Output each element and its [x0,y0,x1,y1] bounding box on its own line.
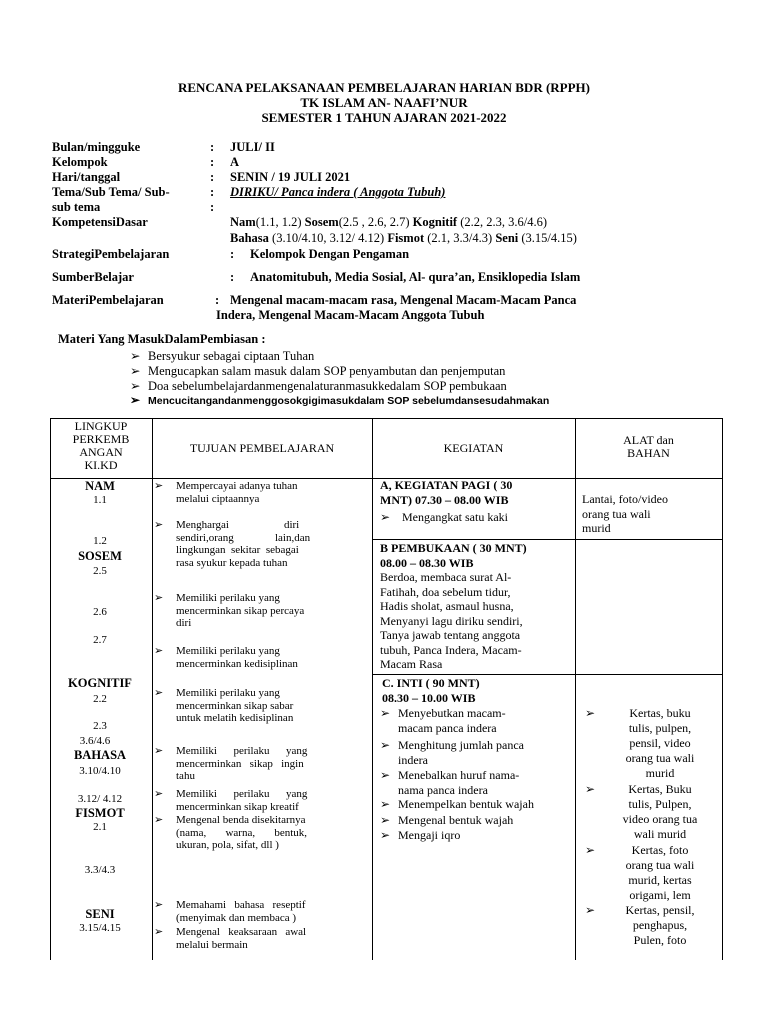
table-border [50,418,723,419]
hari-label: Hari/tanggal [52,170,121,184]
tujuan-item [154,926,364,951]
arrow-bullet-icon: ➢ [154,645,164,657]
table-border [152,418,153,960]
kegiatan-text: Hadis sholat, asmaul husna, [380,599,514,613]
colon: : [215,293,220,307]
table-border [372,539,723,540]
kegiatan-pagi [380,478,600,507]
tujuan-text: Memiliki perilaku yang [176,592,280,604]
materi-label: MateriPembelajaran [52,293,164,307]
alat-text: murid [645,766,675,780]
kelompok-value: A [230,155,240,169]
kegiatan-heading: MNT) 07.30 – 08.00 WIB [380,492,509,507]
pembiasaan-text: Doa sebelumbelajardanmengenalaturanmasukkedalam SOP pembukaan [148,379,507,393]
alat-item [585,706,715,781]
header-text: ALAT dan [623,433,674,447]
tujuan-item [154,645,364,670]
hari-value: SENIN / 19 JULI 2021 [230,170,351,184]
strategi-value: Kelompok Dengan Pengaman [250,247,410,261]
arrow-bullet-icon: ➢ [154,687,164,699]
kd-fismot-heading [50,806,150,821]
arrow-bullet-icon: ➢ [585,843,596,857]
kegiatan-item [380,706,602,735]
kd-seni: Seni [492,231,519,245]
arrow-bullet-icon: ➢ [585,706,596,720]
arrow-bullet-icon: ➢ [130,393,141,407]
kd-heading-text: NAM [85,479,115,493]
arrow-bullet-icon: ➢ [380,738,391,752]
pembiasaan-text: Bersyukur sebagai ciptaan Tuhan [148,349,315,363]
tujuan-text: melalui ciptaannya [176,492,260,505]
arrow-bullet-icon: ➢ [380,706,391,720]
kegiatan-heading: B PEMBUKAAN ( 30 MNT) [380,541,527,555]
kegiatan-pembukaan [380,541,600,672]
alat-text: Kertas, pensil, [625,903,695,917]
tujuan-text: lingkungan sekitar sebagai [176,544,299,556]
doc-title-line2: TK ISLAM AN- NAAFI’NUR [300,95,468,110]
alat-item [585,782,715,842]
kd-kognitif-value: (2.2, 2.3, 3.6/4.6) [457,215,548,229]
tujuan-text: tahu [176,770,195,782]
materi-value-2: Indera, Mengenal Macam-Macam Anggota Tubuh [216,308,485,322]
alat-text: Kertas, buku [629,706,691,720]
arrow-bullet-icon: ➢ [154,480,164,492]
tujuan-text: Menghargai diri [176,519,300,531]
header-text: LINGKUP [74,419,128,433]
kegiatan-text: Menghitung jumlah panca [398,738,524,752]
alat-item [585,843,715,903]
tujuan-text: untuk melatih kedisiplinan [176,712,294,724]
kegiatan-text: Menempelkan bentuk wajah [398,797,534,811]
kompetensi-line2 [230,231,577,246]
tujuan-text: Memahami bahasa reseptif [176,899,306,911]
kd-code: 3.12/ 4.12 [77,793,123,805]
arrow-bullet-icon: ➢ [154,592,164,604]
arrow-bullet-icon: ➢ [154,788,164,800]
alat-text: murid, kertas [628,873,692,887]
strategi-label: StrategiPembelajaran [52,247,170,261]
kd-bahasa: Bahasa [230,231,269,245]
arrow-bullet-icon: ➢ [585,903,596,917]
tujuan-text: Memiliki perilaku yang [176,745,308,757]
rpph-table [50,418,723,960]
kegiatan-item [380,738,602,767]
alat-text: orang tua wali [625,751,695,765]
kegiatan-text: tubuh, Panca Indera, Macam- [380,642,522,657]
arrow-bullet-icon: ➢ [380,828,391,842]
tujuan-text: Memiliki perilaku yang [176,645,280,657]
kelompok-label: Kelompok [52,155,108,169]
table-border [722,418,723,960]
tujuan-text: mencerminkan sikap kreatif [176,800,299,813]
tujuan-item [154,788,364,813]
kd-nam-value: (1.1, 1.2) [255,215,302,229]
arrow-bullet-icon: ➢ [154,745,164,757]
table-border [372,418,373,960]
tujuan-text: Mempercayai adanya tuhan [176,480,298,492]
tujuan-item [154,592,364,630]
pembiasaan-text: Mengucapkan salam masuk dalam SOP penyambutan dan penjemputan [148,364,506,378]
kd-sosem-value: (2.5 , 2.6, 2.7) [338,215,410,229]
tujuan-text: melalui bermain [176,938,248,951]
kd-code: 3.3/4.3 [84,864,116,876]
kd-code: 1.2 [93,535,107,547]
bulan-value: JULI/ II [230,140,275,154]
kegiatan-text: Mengenal bentuk wajah [398,813,514,827]
kegiatan-text: macam panca indera [398,720,497,735]
arrow-bullet-icon: ➢ [380,797,391,811]
colon: : [230,270,235,284]
kd-heading-text: BAHASA [73,748,127,762]
tujuan-item [154,519,364,569]
kegiatan-text: Mengangkat satu kaki [402,510,508,524]
header-text: ANGAN [79,445,123,459]
arrow-bullet-icon: ➢ [380,510,391,524]
kegiatan-inti [382,676,602,705]
kegiatan-heading: A, KEGIATAN PAGI ( 30 [380,478,513,492]
colon: : [210,140,215,154]
sumber-value: Anatomitubuh, Media Sosial, Al- qura’an, Ensiklopedia Islam [250,270,581,284]
kd-code: 1.1 [93,494,107,506]
tujuan-text: diri [176,617,192,629]
arrow-bullet-icon: ➢ [585,782,596,796]
alat-text: video orang tua [622,812,698,826]
sumber-label: SumberBelajar [52,270,134,284]
tujuan-item [154,687,364,725]
tema-label-2: sub tema [52,200,101,214]
colon: : [210,200,215,214]
kd-code: 2.3 [93,720,107,732]
kd-bahasa-value: (3.10/4.10, 3.12/ 4.12) [268,231,385,245]
kd-sosem: Sosem [301,215,339,229]
arrow-bullet-icon: ➢ [380,768,391,782]
kegiatan-item [380,797,602,812]
header-alat [575,434,722,460]
kompetensi-label: KompetensiDasar [52,215,148,229]
kd-code: 2.5 [93,565,107,577]
tujuan-text: (nama, warna, bentuk, [176,826,308,839]
alat-text: Kertas, Buku [628,782,692,796]
kegiatan-item [380,813,602,828]
alat-text: murid [582,521,611,535]
arrow-bullet-icon: ➢ [154,519,164,531]
tujuan-item [154,899,364,924]
kd-code: 2.1 [93,821,107,833]
kegiatan-text: Mengaji iqro [398,828,461,842]
tujuan-text: ukuran, pola, sifat, dll ) [176,839,279,851]
kd-heading-text: SENI [85,907,115,921]
alat-text: tulis, pulpen, [628,721,692,735]
alat-text: origami, lem [629,888,691,902]
kegiatan-text: indera [398,752,428,767]
materi-value-1: Mengenal macam-macam rasa, Mengenal Macam-Macam Panca [230,293,577,307]
doc-title-line1: RENCANA PELAKSANAAN PEMBELAJARAN HARIAN BDR (RPPH) [177,80,591,95]
alat-item [585,903,715,948]
kd-seni-heading [50,907,150,922]
alat-text: penghapus, [632,918,688,932]
alat-text: Lantai, foto/video [582,492,668,506]
kd-code: 2.7 [93,634,107,646]
tujuan-text: Mengenal keaksaraan awal [176,926,307,938]
kd-heading-text: KOGNITIF [68,676,132,690]
alat-text: Kertas, foto [631,843,689,857]
tujuan-item [154,745,364,783]
pembiasaan-title: Materi Yang MasukDalamPembiasan : [58,332,266,346]
kd-nam-heading [50,479,150,494]
kegiatan-text: Fatihah, doa sebelum tidur, [380,584,511,599]
kegiatan-item [380,828,602,843]
kegiatan-item [380,768,602,797]
pembiasaan-item [130,393,549,407]
colon: : [210,170,215,184]
tujuan-text: Memiliki perilaku yang [176,687,280,699]
kd-kognitif: Kognitif [409,215,458,229]
kd-seni-value: (3.15/4.15) [518,231,577,245]
kompetensi-line1 [230,215,547,230]
colon: : [210,185,215,199]
alat-text: orang tua wali [625,858,695,872]
header-tujuan: TUJUAN PEMBELAJARAN [189,441,335,455]
header-text: KI.KD [84,458,118,472]
kd-code: 3.6/4.6 [79,735,111,747]
alat-text: pensil, video [629,736,691,750]
alat-text: wali murid [633,827,687,841]
alat-text: Pulen, foto [633,933,687,947]
pembiasaan-item [130,363,505,379]
alat-pagi [582,492,722,536]
alat-text: tulis, Pulpen, [628,797,692,811]
tujuan-item [154,480,364,505]
pembiasaan-text: Mencucitangandanmenggosokgigimasukdalam SOP sebelumdansesudahmakan [148,395,550,407]
tujuan-text: sendiri,orang lain,dan [176,531,311,544]
tema-label-1: Tema/Sub Tema/ Sub- [52,185,170,199]
kd-fismot: Fismot [384,231,425,245]
tema-value: DIRIKU/ Panca indera ( Anggota Tubuh) [230,185,446,199]
kegiatan-text: Berdoa, membaca surat Al- [380,570,512,584]
kegiatan-text: Tanya jawab tentang anggota [380,628,521,642]
pembiasaan-item [130,348,314,364]
bulan-label: Bulan/mingguke [52,140,141,154]
tujuan-text: Memiliki perilaku yang [176,788,308,800]
header-kegiatan: KEGIATAN [443,441,504,455]
tujuan-item [154,814,364,852]
tujuan-text: Mengenal benda disekitarnya [176,814,306,826]
arrow-bullet-icon: ➢ [154,899,164,911]
tujuan-text: mencerminkan sikap ingin [176,757,304,770]
tujuan-text: mencerminkan sikap percaya [176,604,305,617]
doc-title-line3: SEMESTER 1 TAHUN AJARAN 2021-2022 [261,110,507,125]
kegiatan-text: nama panca indera [398,782,488,797]
kegiatan-heading: C. INTI ( 90 MNT) [382,676,480,690]
kegiatan-heading: 08.30 – 10.00 WIB [382,690,476,705]
kd-heading-text: FISMOT [75,806,125,820]
tujuan-text: mencerminkan kedisiplinan [176,657,298,670]
kd-nam: Nam [230,215,256,229]
kd-sosem-heading [50,549,150,564]
header-text: BAHAN [627,446,670,460]
kegiatan-heading: 08.00 – 08.30 WIB [380,555,474,570]
colon: : [230,247,235,261]
arrow-bullet-icon: ➢ [130,349,141,363]
kd-kognitif-heading [50,676,150,691]
kegiatan-text: Menebalkan huruf nama- [398,768,520,782]
kd-code: 3.10/4.10 [79,765,121,777]
kegiatan-text: Menyanyi lagu diriku sendiri, [380,613,523,628]
tujuan-text: rasa syukur kepada tuhan [176,556,288,569]
tujuan-text: mencerminkan sikap sabar [176,699,294,712]
kd-bahasa-heading [50,748,150,763]
arrow-bullet-icon: ➢ [380,813,391,827]
kegiatan-item [380,510,602,525]
arrow-bullet-icon: ➢ [130,379,141,393]
table-border [372,674,723,675]
header-lingkup [50,420,152,472]
kegiatan-text: Menyebutkan macam- [398,706,506,720]
arrow-bullet-icon: ➢ [154,814,164,826]
kd-code: 2.2 [93,693,107,705]
header-text: PERKEMB [72,432,130,446]
alat-text: orang tua wali [582,506,651,521]
kd-code: 2.6 [93,606,107,618]
kegiatan-text: Macam Rasa [380,657,443,671]
arrow-bullet-icon: ➢ [154,926,164,938]
kd-heading-text: SOSEM [78,549,122,563]
pembiasaan-item [130,378,507,394]
arrow-bullet-icon: ➢ [130,364,141,378]
colon: : [210,155,215,169]
tujuan-text: (menyimak dan membaca ) [176,911,297,924]
kd-fismot-value: (2.1, 3.3/4.3) [424,231,493,245]
kd-code: 3.15/4.15 [79,922,121,934]
